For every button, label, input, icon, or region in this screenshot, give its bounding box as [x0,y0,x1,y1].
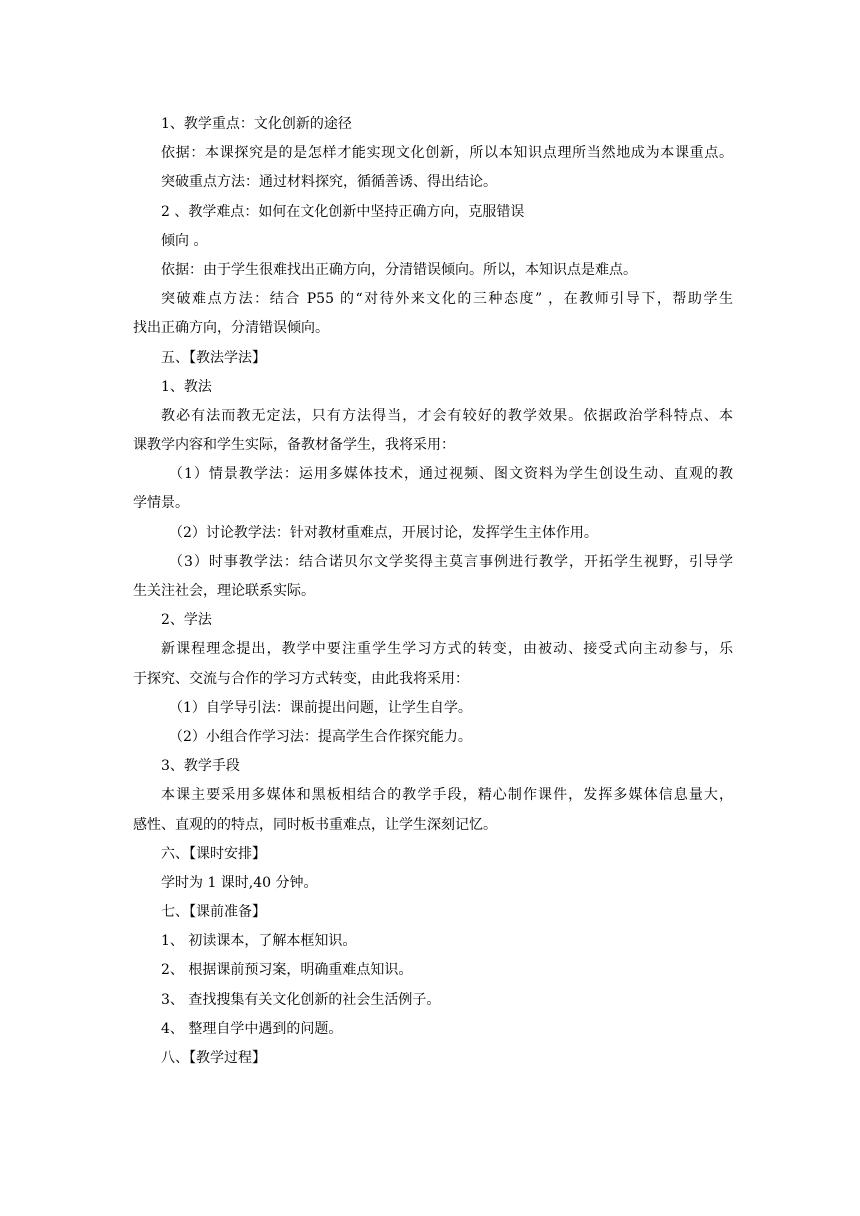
subheading-teaching-means: 3、教学手段 [161,758,240,775]
paragraph-teaching-means-cont: 感性、直观的的特点，同时板书重难点，让学生深刻记忆。 [133,816,497,833]
subheading-learning-method: 2、学法 [161,612,212,629]
list-item-prep-4: 4、 整理自学中遇到的问题。 [161,1020,343,1037]
paragraph-teaching-method: 教必有法而教无定法，只有方法得当，才会有较好的教学效果。依据政治学科特点、本 [161,407,733,424]
paragraph-teaching-method-cont: 课教学内容和学生实际，备教材备学生，我将采用： [133,437,455,454]
paragraph-method-1: 突破重点方法：通过材料探究，循循善诱、得出结论。 [161,174,497,191]
list-item-prep-2: 2、 根据课前预习案，明确重难点知识。 [161,962,413,979]
subheading-teaching-method: 1、教法 [161,378,212,395]
list-item-method-1: （1）情景教学法：运用多媒体技术，通过视频、图文资料为学生创设生动、直观的教 [169,466,733,483]
document-body [133,110,733,1073]
list-item-method-1-cont: 学情景。 [133,495,189,512]
list-item-prep-1: 1、 初读课本，了解本框知识。 [161,933,357,950]
paragraph-class-hours: 学时为 1 课时,40 分钟。 [161,874,318,891]
list-item-method-3-cont: 生关注社会，理论联系实际。 [133,583,315,599]
paragraph-basis-2: 依据：由于学生很难找出正确方向，分清错误倾向。所以，本知识点是难点。 [161,261,637,278]
heading-difficult-point-cont: 倾向 。 [161,232,208,249]
paragraph-basis-1: 依据：本课探究是的是怎样才能实现文化创新，所以本知识点理所当然地成为本课重点。 [161,145,733,162]
section-heading-7: 七、【课前准备】 [161,904,266,921]
section-heading-5: 五、【教法学法】 [161,349,266,366]
paragraph-method-2-cont: 找出正确方向，分清错误倾向。 [133,320,329,337]
section-heading-8: 八、【教学过程】 [161,1050,266,1066]
paragraph-learning-method-cont: 于探究、交流与合作的学习方式转变，由此我将采用： [133,670,469,687]
paragraph-teaching-means: 本课主要采用多媒体和黑板相结合的教学手段，精心制作课件，发挥多媒体信息量大， [161,787,733,804]
paragraph-method-2: 突破难点方法：结合 P55 的“对待外来文化的三种态度” ，在教师引导下，帮助学生 [161,291,733,308]
list-item-method-3: （3）时事教学法：结合诺贝尔文学奖得主莫言事例进行教学，开拓学生视野，引导学 [169,553,733,570]
list-item-method-2: （2）讨论教学法：针对教材重难点，开展讨论，发挥学生主体作用。 [169,524,598,541]
heading-difficult-point: 2 、教学难点：如何在文化创新中坚持正确方向，克服错误 [161,203,525,220]
list-item-learning-1: （1）自学导引法：课前提出问题，让学生自学。 [169,699,472,716]
paragraph-learning-method: 新课程理念提出，教学中要注重学生学习方式的转变，由被动、接受式向主动参与，乐 [161,641,733,658]
heading-key-point: 1、教学重点：文化创新的途径 [161,116,352,132]
list-item-learning-2: （2）小组合作学习法：提高学生合作探究能力。 [169,728,472,745]
list-item-prep-3: 3、 查找搜集有关文化创新的社会生活例子。 [161,991,441,1008]
section-heading-6: 六、【课时安排】 [161,845,266,862]
